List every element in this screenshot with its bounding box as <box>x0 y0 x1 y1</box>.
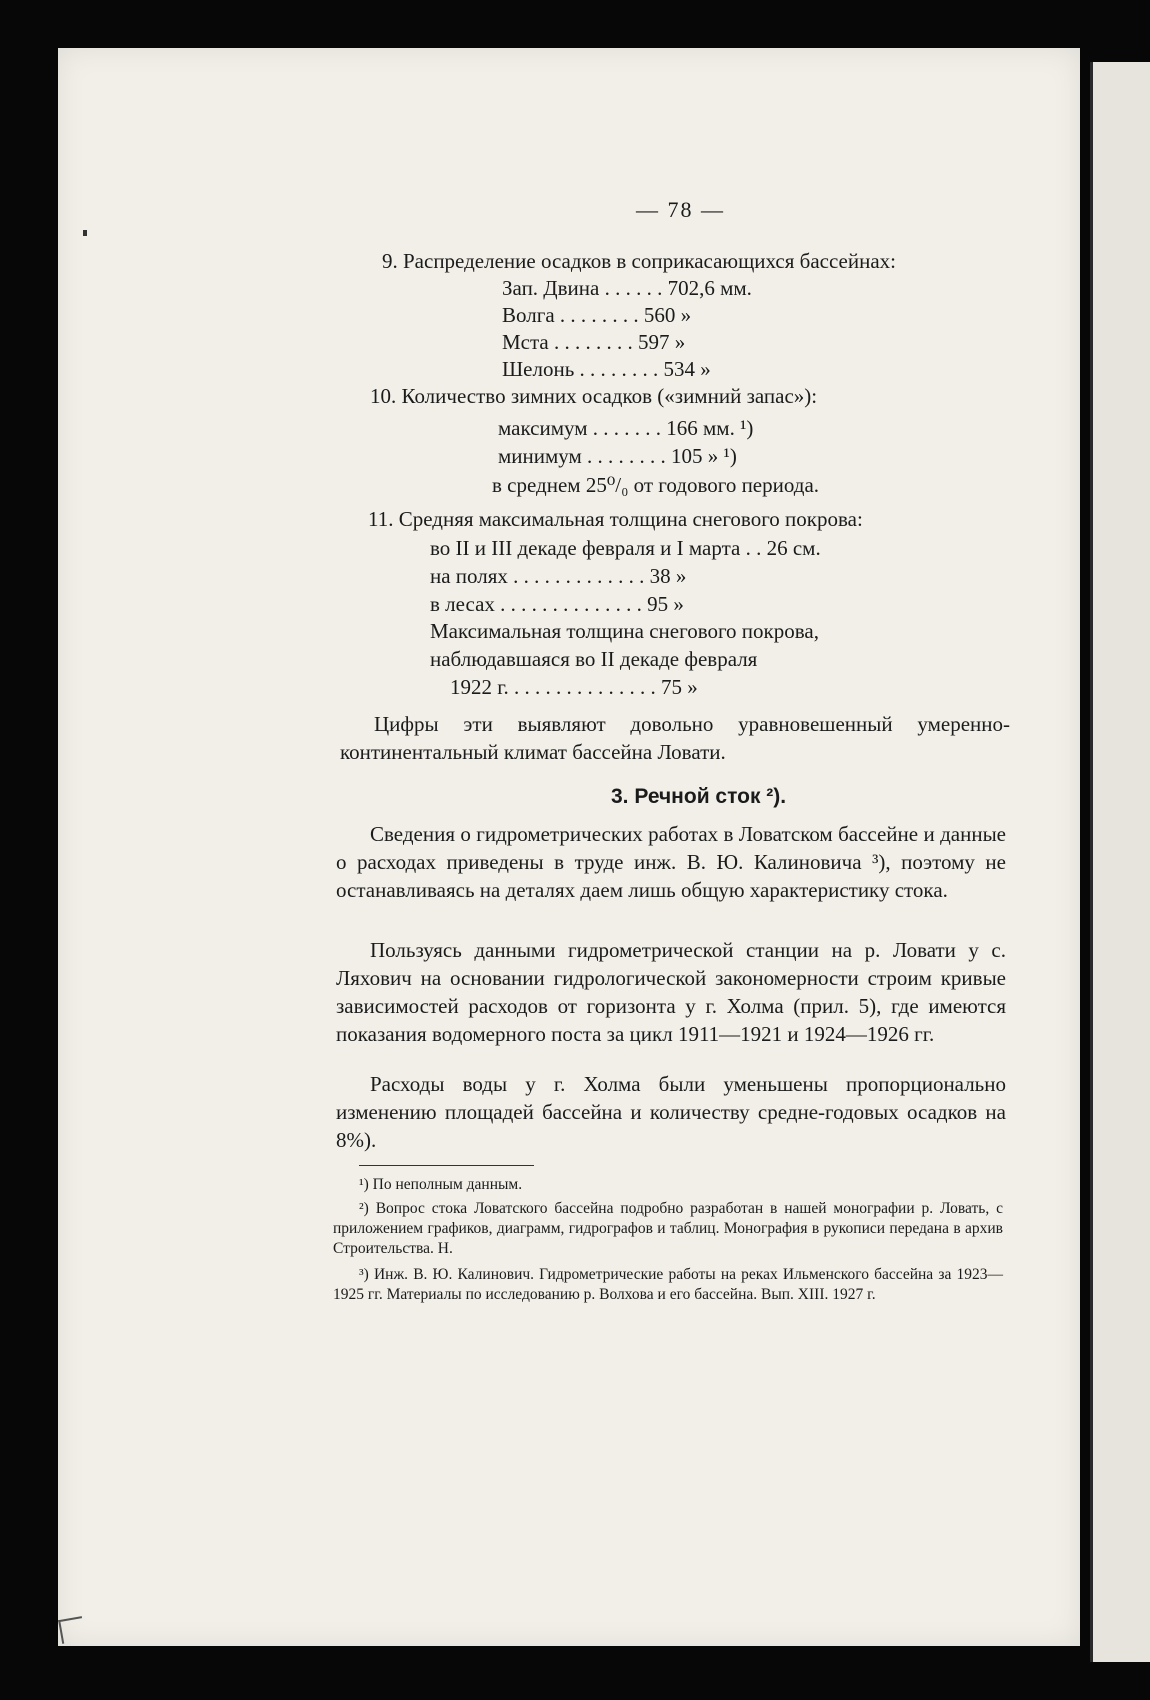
item11-row: Максимальная толщина снегового покрова, <box>430 619 819 643</box>
item11-row: на полях . . . . . . . . . . . . . 38 » <box>430 564 687 588</box>
ink-speck <box>83 230 87 236</box>
item9-row: Волга . . . . . . . . 560 » <box>502 303 692 327</box>
item10-row: максимум . . . . . . . 166 мм. ¹) <box>498 416 754 440</box>
item10-heading: 10. Количество зимних осадков («зимний запас»): <box>370 384 818 408</box>
item11-row: в лесах . . . . . . . . . . . . . . 95 » <box>430 592 684 616</box>
item9-row: Мста . . . . . . . . 597 » <box>502 330 686 354</box>
footnote-separator <box>359 1165 534 1166</box>
item9-heading: 9. Распределение осадков в соприкасающихся бассейнах: <box>382 249 897 273</box>
footnote: ²) Вопрос стока Ловатского бассейна подробно разработан в нашей монографии р. Ловать, с приложением графиков, диаграмм, гидрографов и таблиц. Монография в рукописи передана в архив Строительства. Н. <box>333 1200 1003 1257</box>
item11-row: 1922 г. . . . . . . . . . . . . . . 75 » <box>450 675 698 699</box>
conclusion-paragraph: Цифры эти выявляют довольно уравновешенный умеренно-континентальный климат бассейна Ловати. <box>340 712 1010 764</box>
footnote: ³) Инж. В. Ю. Калинович. Гидрометрические работы на реках Ильменского бассейна за 1923—1925 гг. Материалы по исследованию р. Волхова и его бассейна. Вып. XIII. 1927 г. <box>333 1266 1003 1303</box>
item11-row: во II и III декаде февраля и I марта . . 26 см. <box>430 536 821 560</box>
footnote: ¹) По неполным данным. <box>359 1176 523 1193</box>
section-title: 3. Речной сток ²). <box>611 785 787 808</box>
page-number: — 78 — <box>636 197 725 222</box>
body-paragraph: Сведения о гидрометрических работах в Ловатском бассейне и данные о расходах приведены в труде инж. В. Ю. Калиновича ³), поэтому не останавливаясь на деталях даем лишь общую характеристику стока. <box>336 822 1006 902</box>
body-paragraph: Пользуясь данными гидрометрической станции на р. Ловати у с. Ляхович на основании гидрологической закономерности строим кривые зависимостей расходов от горизонта у г. Холма (прил. 5), где имеются показания водомерного поста за цикл 1911—1921 и 1924—1926 гг. <box>336 938 1006 1046</box>
page-corner-fold <box>58 1616 86 1644</box>
item11-heading: 11. Средняя максимальная толщина снегового покрова: <box>368 507 863 531</box>
body-paragraph: Расходы воды у г. Холма были уменьшены пропорционально изменению площадей бассейна и количеству средне-годовых осадков на 8%). <box>336 1072 1006 1152</box>
item9-row: Зап. Двина . . . . . . 702,6 мм. <box>502 276 752 300</box>
adjacent-page-edge <box>1090 62 1150 1662</box>
item9-row: Шелонь . . . . . . . . 534 » <box>502 357 711 381</box>
item10-row: минимум . . . . . . . . 105 » ¹) <box>498 444 737 468</box>
item10-row: в среднем 25⁰/₀ от годового периода. <box>492 473 820 497</box>
item11-row: наблюдавшаяся во II декаде февраля <box>430 647 758 671</box>
